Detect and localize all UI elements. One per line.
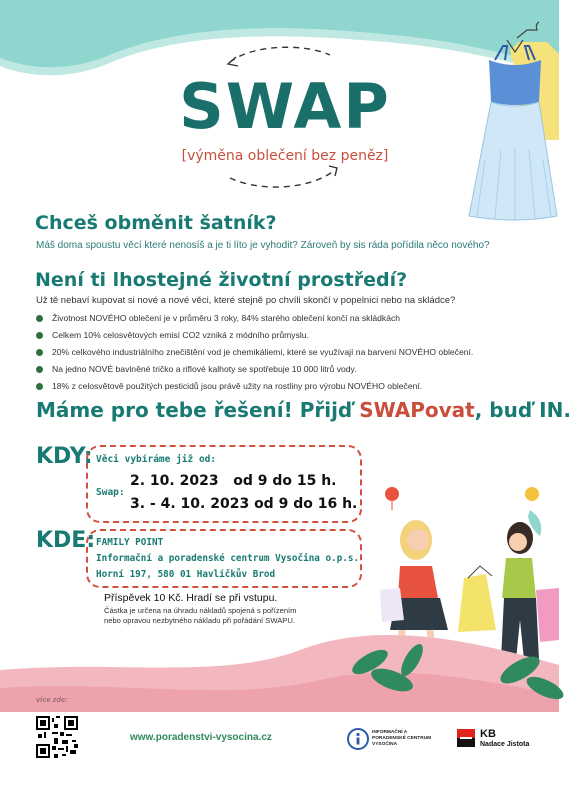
question1-heading: Chceš obměnit šatník?	[35, 212, 277, 234]
page-subtitle: [výměna oblečení bez peněz]	[181, 148, 389, 164]
kb-foundation: Nadace Jistota	[480, 741, 530, 748]
collection-date: 2. 10. 2023 od 9 do 15 h.	[130, 473, 337, 489]
footer	[0, 712, 559, 787]
solution-heading	[36, 398, 571, 422]
solution-text: Máme pro tebe řešení! Přijď	[36, 398, 360, 422]
page-title: SWAP	[179, 70, 391, 143]
more-info-label: více zde:	[36, 695, 68, 704]
venue-name: FAMILY POINT	[96, 537, 164, 548]
fact-item: 18% z celosvětově použitých pesticidů jsou právě užity na rostliny pro výrobu NOVÉHO oblečení.	[36, 378, 546, 395]
fact-item: Celkem 10% celosvětových emisí CO2 vzniká z módního průmyslu.	[36, 327, 546, 344]
venue-organization: Informační a poradenské centrum Vysočina o.p.s.	[96, 553, 360, 564]
question1-text: Máš doma spoustu věcí které nenosíš a je ti líto je vyhodit? Zároveň by sis ráda pořídila něco nového?	[36, 240, 490, 251]
fact-item: Životnost NOVÉHO oblečení je v průměru 3 roky, 84% starého oblečení končí na skládkách	[36, 310, 546, 327]
venue-address: Horní 197, 580 01 Havlíčkův Brod	[96, 569, 276, 580]
where-label: KDE:	[36, 528, 96, 553]
info-center-logo	[347, 728, 369, 750]
website-link[interactable]: www.poradenstvi-vysocina.cz	[130, 732, 272, 743]
qr-code[interactable]	[36, 716, 78, 758]
fact-item: 20% celkového industriálního znečištění vod je chemikáliemi, které se využívají na barvení NOVÉHO oblečení.	[36, 344, 546, 361]
swap-date: 3. - 4. 10. 2023 od 9 do 16 h.	[130, 496, 358, 512]
pink-wave-band	[0, 610, 559, 720]
fact-item: Na jedno NOVÉ bavlněné tričko a riflové kalhoty se spotřebuje 10 000 litrů vody.	[36, 361, 546, 378]
fee-note: Částka je určena na úhradu nákladů spojená s pořízením nebo opravou nezbytného nákladu při pořádání SWAPU.	[104, 606, 297, 625]
solution-end: , buď IN.	[474, 398, 571, 422]
when-label: KDY:	[36, 444, 93, 469]
kb-name: KB	[480, 728, 496, 740]
when-intro: Věci vybíráme již od:	[96, 454, 217, 465]
question2-text: Už tě nebaví kupovat si nové a nové věci, které stejně po chvíli skončí v popelnici nebo na skládce?	[36, 295, 456, 306]
solution-accent: SWAPovat	[359, 398, 475, 422]
question2-heading: Není ti lhostejné životní prostředí?	[35, 269, 408, 291]
facts-list	[36, 310, 546, 395]
dresses-illustration	[455, 20, 559, 220]
kb-logo	[457, 729, 475, 747]
swap-label: Swap:	[96, 487, 125, 498]
fee-text: Příspěvek 10 Kč. Hradí se při vstupu.	[104, 592, 278, 604]
info-center-name: INFORMAČNÍ A PORADENSKÉ CENTRUM VYSOČINA	[372, 730, 432, 747]
